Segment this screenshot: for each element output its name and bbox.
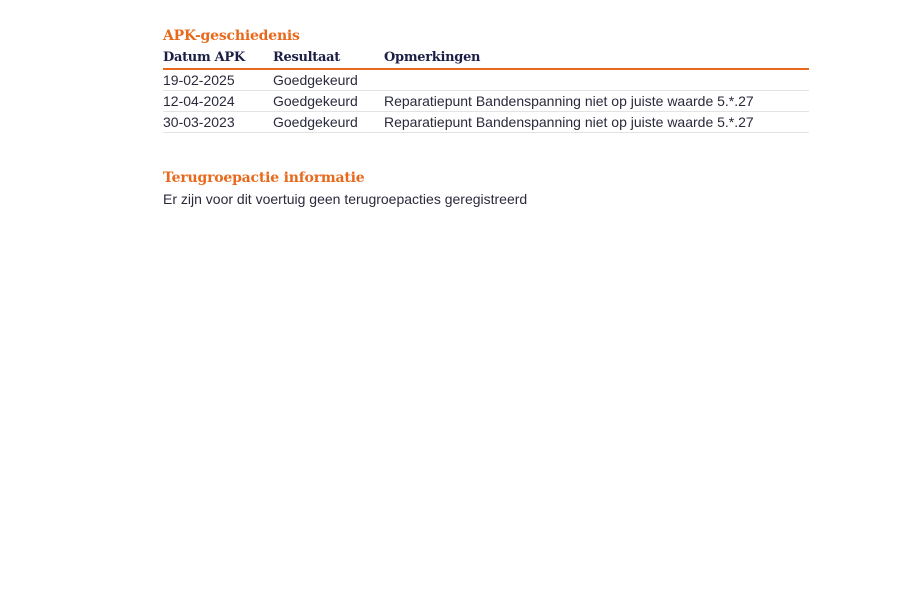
cell-date: 12-04-2024	[163, 91, 273, 112]
cell-date: 30-03-2023	[163, 112, 273, 133]
recall-section	[163, 168, 809, 209]
report-content	[163, 26, 809, 209]
apk-history-table	[163, 46, 809, 133]
column-header-result: Resultaat	[273, 46, 384, 69]
cell-result: Goedgekeurd	[273, 91, 384, 112]
cell-remarks	[384, 69, 809, 91]
apk-history-title: APK-geschiedenis	[163, 28, 300, 44]
recall-title: Terugroepactie informatie	[163, 170, 365, 186]
table-row	[163, 91, 809, 112]
cell-result: Goedgekeurd	[273, 69, 384, 91]
cell-result: Goedgekeurd	[273, 112, 384, 133]
table-row	[163, 112, 809, 133]
table-row	[163, 69, 809, 91]
table-header-row	[163, 46, 809, 69]
cell-remarks: Reparatiepunt Bandenspanning niet op juiste waarde 5.*.27	[384, 91, 809, 112]
recall-text: Er zijn voor dit voertuig geen terugroepacties geregistreerd	[163, 191, 528, 207]
cell-date: 19-02-2025	[163, 69, 273, 91]
column-header-remarks: Opmerkingen	[384, 46, 809, 69]
cell-remarks: Reparatiepunt Bandenspanning niet op juiste waarde 5.*.27	[384, 112, 809, 133]
column-header-date: Datum APK	[163, 46, 273, 69]
